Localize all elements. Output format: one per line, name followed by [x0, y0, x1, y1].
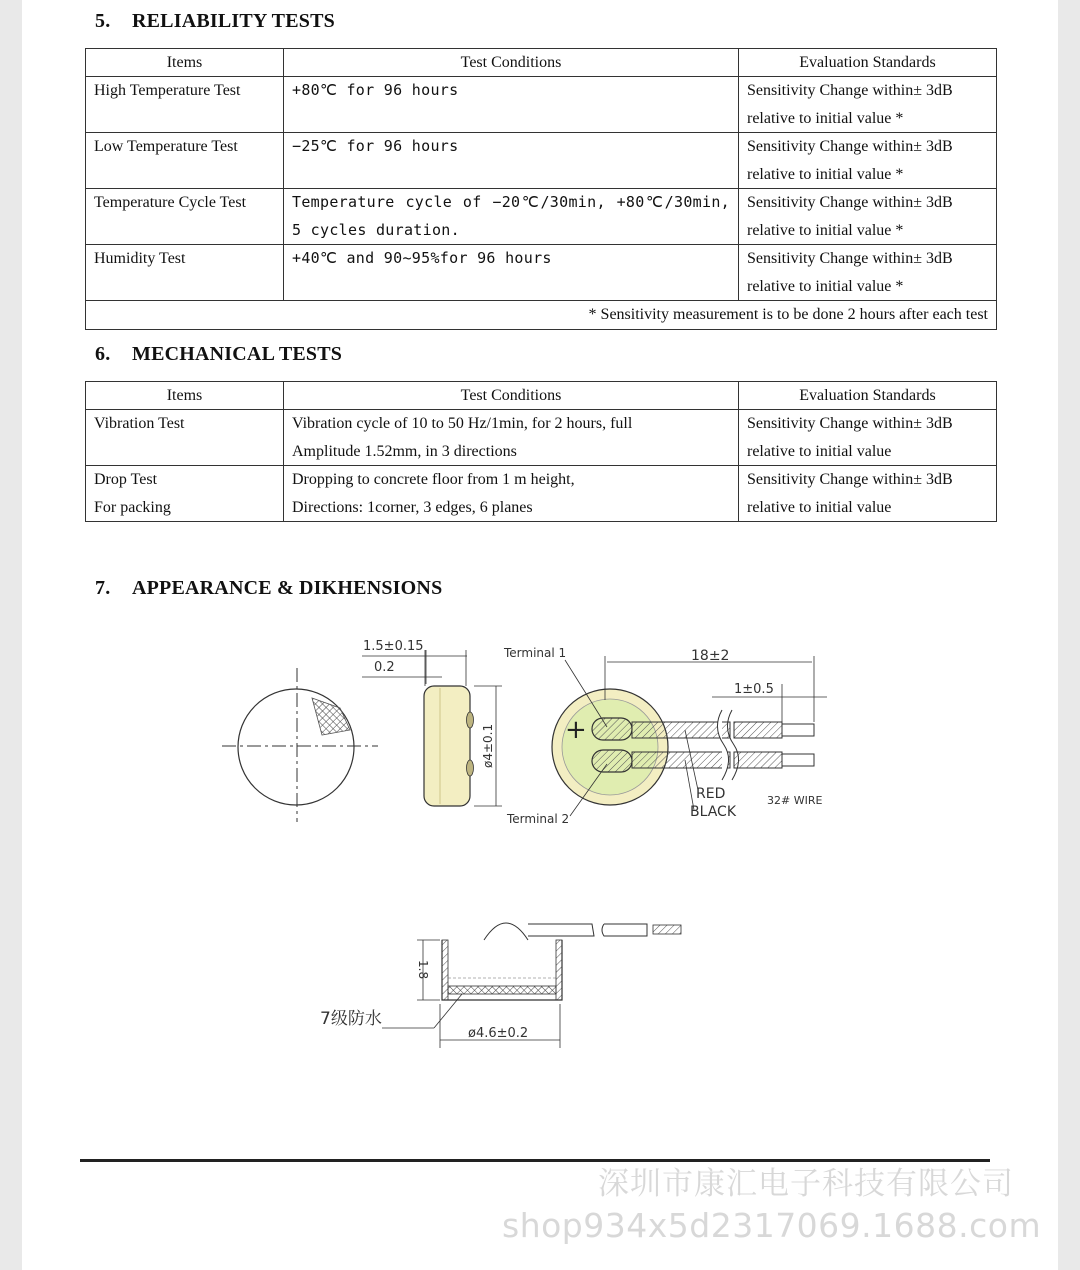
- terminal-1-label: Terminal 1: [504, 646, 567, 660]
- side-view: [362, 639, 502, 806]
- standard-line: relative to initial value: [747, 442, 892, 460]
- wire-black-label: BLACK: [690, 804, 737, 820]
- header-test-conditions: Test Conditions: [284, 382, 739, 410]
- section-7-number: 7.: [95, 577, 111, 599]
- section-7-title: APPEARANCE & DIKHENSIONS: [132, 577, 443, 599]
- dim-outer-diameter: ø4.6±0.2: [468, 1026, 529, 1041]
- standard-line: Sensitivity Change within± 3dB: [747, 138, 953, 155]
- front-view: [222, 668, 378, 822]
- dim-gap: 0.2: [374, 660, 395, 675]
- condition-line: Dropping to concrete floor from 1 m height,: [292, 471, 575, 488]
- standard-line: Sensitivity Change within± 3dB: [747, 415, 953, 432]
- dim-strip: 1±0.5: [734, 682, 774, 697]
- row-item: High Temperature Test: [86, 77, 284, 133]
- company-watermark: 深圳市康汇电子科技有限公司: [598, 1166, 1014, 1202]
- section-5-number: 5.: [95, 10, 111, 32]
- dim-wire-length: 18±2: [691, 648, 730, 664]
- item-line: For packing: [94, 498, 171, 516]
- item-line: Vibration Test: [94, 415, 185, 432]
- standard-line: Sensitivity Change within± 3dB: [747, 471, 953, 488]
- wire-red-label: RED: [696, 786, 726, 802]
- standard-line: relative to initial value *: [747, 165, 904, 183]
- row-item: Low Temperature Test: [86, 133, 284, 189]
- dim-diameter: ø4±0.1: [481, 723, 495, 768]
- header-items: Items: [86, 49, 284, 77]
- rear-view: [503, 646, 827, 826]
- standard-line: relative to initial value *: [747, 109, 904, 127]
- row-item: Humidity Test: [86, 245, 284, 301]
- row-condition: Temperature cycle of −20℃/30min, +80℃/30min, 5 cycles duration.: [284, 189, 739, 245]
- standard-line: Sensitivity Change within± 3dB: [747, 194, 953, 211]
- row-item: Temperature Cycle Test: [86, 189, 284, 245]
- dim-height: 1.8: [416, 960, 430, 980]
- standard-line: Sensitivity Change within± 3dB: [747, 82, 953, 99]
- dimension-drawing: [22, 0, 1058, 1150]
- terminal-2-label: Terminal 2: [507, 812, 570, 826]
- row-condition: −25℃ for 96 hours: [284, 133, 739, 189]
- standard-line: relative to initial value *: [747, 277, 904, 295]
- row-condition: +80℃ for 96 hours: [284, 77, 739, 133]
- header-test-conditions: Test Conditions: [284, 49, 739, 77]
- standard-line: relative to initial value: [747, 498, 892, 516]
- standard-line: Sensitivity Change within± 3dB: [747, 250, 953, 267]
- wire-gauge-label: 32# WIRE: [767, 794, 823, 807]
- condition-line: Directions: 1corner, 3 edges, 6 planes: [292, 498, 533, 516]
- document-page: [22, 0, 1058, 1270]
- shop-url-watermark: shop934x5d2317069.1688.com: [502, 1206, 1042, 1245]
- dim-thickness: 1.5±0.15: [363, 639, 424, 654]
- cross-section-view: [320, 923, 681, 1048]
- plus-sign: +: [565, 715, 587, 745]
- section-6-title: MECHANICAL TESTS: [132, 343, 343, 365]
- header-evaluation-standards: Evaluation Standards: [739, 382, 997, 410]
- section-6-number: 6.: [95, 343, 111, 365]
- sensitivity-note: * Sensitivity measurement is to be done 2 hours after each test: [86, 301, 997, 330]
- condition-line: Vibration cycle of 10 to 50 Hz/1min, for 2 hours, full: [292, 415, 633, 432]
- header-evaluation-standards: Evaluation Standards: [739, 49, 997, 77]
- row-condition: +40℃ and 90~95%for 96 hours: [284, 245, 739, 301]
- waterproof-label: 7级防水: [320, 1009, 382, 1029]
- item-line: Drop Test: [94, 471, 158, 488]
- section-5-title: RELIABILITY TESTS: [132, 10, 335, 32]
- standard-line: relative to initial value *: [747, 221, 904, 239]
- header-items: Items: [86, 382, 284, 410]
- condition-line: Amplitude 1.52mm, in 3 directions: [292, 442, 517, 460]
